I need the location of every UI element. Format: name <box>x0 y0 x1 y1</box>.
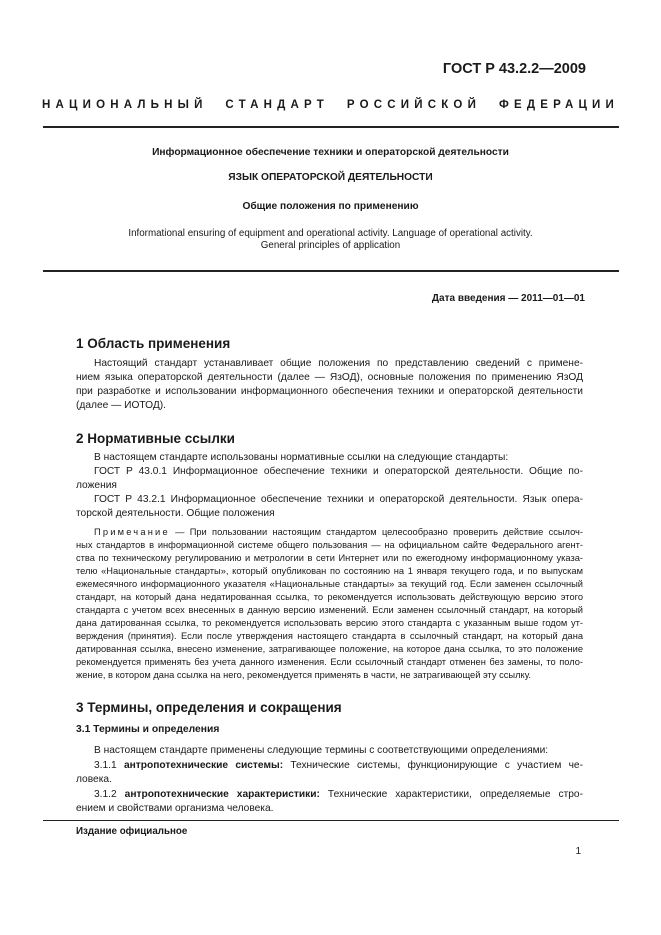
top-divider <box>43 126 619 128</box>
section-2-line: ГОСТ Р 43.2.1 Информационное обеспечение техники и операторской деятельности. Язык опера- <box>94 494 583 505</box>
section-3-1-heading: 3.1 Термины и определения <box>76 724 220 735</box>
section-1-line: Настоящий стандарт устанавливает общие положения по представлению сведений с примене- <box>94 358 583 369</box>
term-3-1-2-cont: ением и свойствами организма человека. <box>76 803 274 814</box>
term-definition: Технические системы, функционирующие с участием че- <box>283 760 583 771</box>
section-1-line: нием языка операторской деятельности (далее — ЯзОД), основные положения по применению ЯзОД <box>76 372 583 383</box>
note-line: стандарта с учетом всех внесенных в данную версию изменений. Если заменен ссылочный стандарт, на который <box>76 605 583 615</box>
term-3-1-1 <box>94 760 583 771</box>
section-1-line: при разработке и использовании информационного обеспечения техники и операторской деятельности <box>76 386 583 397</box>
section-3-intro: В настоящем стандарте применены следующие термины с соответствующими определениями: <box>94 745 549 756</box>
note-line: ства по техническому регулированию и метрологии в сети Интернет или по ежегодному информационному указа- <box>76 553 583 563</box>
note-first-line <box>94 527 583 537</box>
section-2-line: торской деятельности. Общие положения <box>76 508 275 519</box>
title-sub: Общие положения по применению <box>242 201 419 212</box>
title-main: ЯЗЫК ОПЕРАТОРСКОЙ ДЕЯТЕЛЬНОСТИ <box>228 172 433 183</box>
note-line: жение, в котором дана ссылка на него, рекомендуется применять в части, не затрагивающей эту ссылку. <box>76 670 532 680</box>
standard-id: ГОСТ Р 43.2.2—2009 <box>442 61 586 77</box>
title-english-line-2: General principles of application <box>260 240 401 251</box>
note-label: Примечание <box>94 527 170 537</box>
term-number: 3.1.1 <box>94 760 117 771</box>
section-1-heading: 1 Область применения <box>76 336 231 351</box>
note-line: дана датированная ссылка, то рекомендуется использовать версию этого стандарта с указанным выше годом ут- <box>76 618 583 628</box>
note-line: стандарт, на который дана недатированная ссылка, то рекомендуется использовать действующую версию этого <box>76 592 583 602</box>
section-1-line: (далее — ИОТОД). <box>76 400 166 411</box>
footer-divider <box>43 820 619 821</box>
intro-date: Дата введения — 2011—01—01 <box>431 293 585 304</box>
national-standard-line: НАЦИОНАЛЬНЫЙ СТАНДАРТ РОССИЙСКОЙ ФЕДЕРАЦИИ <box>42 99 619 111</box>
note-line: ных стандартов в информационной системе общего пользования — на официальном сайте Федерального агент- <box>76 540 583 550</box>
note-line: ежемесячного информационного указателя «Национальные стандарты» за текущий год. Если заменен ссылочный <box>76 579 583 589</box>
note-line: телю «Национальные стандарты», который опубликован по состоянию на 1 января текущего года, и по выпускам <box>76 566 583 576</box>
section-2-line: ГОСТ Р 43.0.1 Информационное обеспечение техники и операторской деятельности. Общие по- <box>94 466 583 477</box>
term-3-1-2 <box>94 789 583 800</box>
note-line: верждения (принятия). Если после утверждения настоящего стандарта в ссылочный стандарт, на который дана <box>76 631 583 641</box>
section-3-heading: 3 Термины, определения и сокращения <box>76 700 342 715</box>
title-english-line-1: Informational ensuring of equipment and operational activity. Language of operational activity. <box>128 228 533 239</box>
page-number: 1 <box>575 846 581 857</box>
note-first-text: — При пользовании настоящим стандартом целесообразно проверить действие ссылоч- <box>169 527 583 537</box>
section-2-line: ложения <box>76 480 117 491</box>
note-line: рекомендуется применять без учета данного изменения. Если ссылочный стандарт отменен без замены, то поло- <box>76 657 583 667</box>
title-group: Информационное обеспечение техники и операторской деятельности <box>152 147 509 158</box>
term-definition: Технические характеристики, определяемые стро- <box>319 789 583 800</box>
term-number: 3.1.2 <box>94 789 117 800</box>
edition-label: Издание официальное <box>76 826 188 837</box>
title-divider <box>43 270 619 272</box>
term-name: антропотехнические системы: <box>123 760 284 771</box>
note-line: датированная ссылка, внесено изменение, затрагивающее положение, на которое дана ссылка, то это положение <box>76 644 583 654</box>
term-3-1-1-cont: ловека. <box>76 774 112 785</box>
term-name: антропотехнические характеристики: <box>124 789 320 800</box>
section-2-line: В настоящем стандарте использованы нормативные ссылки на следующие стандарты: <box>94 452 509 463</box>
section-2-heading: 2 Нормативные ссылки <box>76 431 235 446</box>
